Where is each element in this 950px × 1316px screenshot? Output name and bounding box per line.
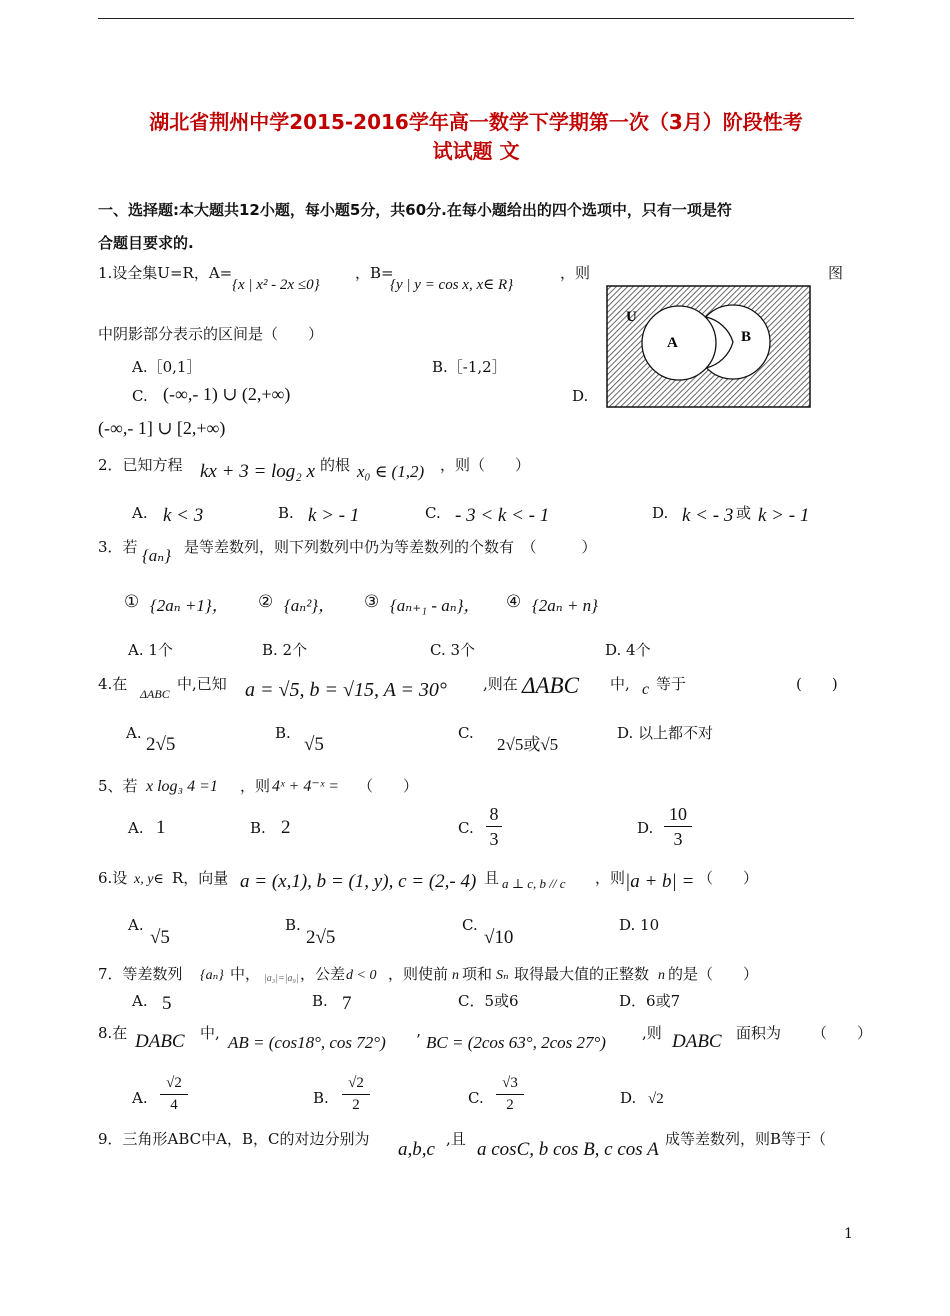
q1-option-d-label: D. (572, 387, 589, 405)
q7-stem-e: 项和 (462, 965, 493, 983)
q6-stem-d: ，则 (595, 869, 626, 887)
q7-stem-c: ，公差 (300, 965, 346, 983)
q3-stem-b: 是等差数列，则下列数列中仍为等差数列的个数有 （ ） (184, 538, 597, 556)
q5-option-b-label: B. (250, 819, 266, 837)
q5-option-d-numerator: 10 (669, 804, 687, 824)
q8-option-d-label: D. (620, 1089, 637, 1107)
section-line-1: 一、选择题:本大题共12小题，每小题5分，共60分.在每小题给出的四个选项中，只有一项是符 (98, 201, 732, 219)
q3-item-4-index: ④ (506, 592, 522, 612)
q5-option-c-fraction (486, 803, 502, 850)
q7-option-d: D．6或7 (619, 992, 681, 1010)
q2-root: x₀ ∈ (1,2) (357, 462, 425, 481)
q9-stem-a: 9．三角形ABC中A，B，C的对边分别为 (98, 1130, 370, 1148)
q7-condition-1: |a₃|=|a₉| (264, 973, 299, 984)
q2-option-b-label: B. (278, 504, 294, 522)
q6-option-d: D. 10 (619, 916, 660, 934)
q3-item-4: {2aₙ + n} (532, 596, 598, 615)
q1-set-a: {x | x² - 2x ≤0} (232, 277, 320, 293)
q6-option-c-label: C. (462, 916, 478, 934)
q2-option-d2: k > - 1 (758, 505, 810, 526)
fraction-bar (664, 826, 692, 827)
q5-option-a: 1 (156, 817, 166, 838)
q1-option-a: A.［0,1］ (132, 358, 202, 376)
q1-option-b: B.［-1,2］ (432, 358, 507, 376)
q3-item-1-index: ① (124, 592, 140, 612)
section-heading (98, 194, 854, 260)
q4-paren: ( ) (796, 675, 838, 693)
q7-stem-a: 7．等差数列 (98, 965, 183, 983)
q9-stem-b: ,且 (446, 1130, 466, 1148)
q2-option-b: k > - 1 (308, 505, 360, 526)
title-line-1: 湖北省荆州中学2015-2016学年高一数学下学期第一次（3月）阶段性考 (149, 110, 803, 134)
set-a-circle (642, 306, 716, 380)
q4-triangle-small: ΔABC (140, 687, 170, 701)
fraction-bar (496, 1094, 524, 1095)
q5-condition: x log₃ 4 =1 (146, 778, 218, 795)
q3-item-2: {aₙ²}， (284, 596, 336, 615)
q6-condition: a ⊥ c, b // c (502, 876, 566, 891)
fraction-bar (342, 1094, 370, 1095)
q4-option-c: 2√5或√5 (497, 735, 559, 754)
q7-option-b-label: B. (312, 992, 328, 1010)
q7-condition-2: d < 0 (346, 968, 377, 983)
q4-option-d: D. 以上都不对 (617, 724, 714, 742)
q8-option-c-denominator: 2 (506, 1097, 514, 1113)
q6-expression: |a + b| = (625, 871, 695, 892)
q3-sequence: {aₙ} (142, 546, 171, 565)
q6-option-c: √10 (484, 927, 514, 948)
q1-stem-c: ，则 (560, 264, 591, 282)
q1-option-d: (-∞,- 1] ∪ [2,+∞) (98, 418, 226, 438)
q8-stem-b: 中, (200, 1024, 220, 1042)
q5-option-a-label: A. (128, 819, 144, 837)
q4-option-b: √5 (304, 734, 324, 755)
q5-stem-a: 5、若 (98, 777, 138, 795)
q5-option-c-denominator: 3 (489, 829, 499, 849)
q9-stem-c: 成等差数列，则B等于（ (665, 1130, 827, 1148)
q5-stem-c: （ ） (358, 777, 419, 795)
q1-stem-b: ，B= (355, 264, 394, 282)
q9-sides: a,b,c (398, 1139, 435, 1160)
q1-stem-a: 1.设全集U=R，A= (98, 264, 233, 282)
page-number: 1 (844, 1226, 853, 1242)
q3-item-1: {2aₙ +1}， (150, 596, 229, 615)
q7-option-a: 5 (162, 993, 172, 1014)
q7-option-a-label: A. (132, 992, 148, 1010)
q4-stem-b: 中,已知 (177, 675, 227, 693)
q7-sequence: {aₙ} (200, 968, 224, 983)
q7-stem-f: 取得最大值的正整数 (514, 965, 650, 983)
q4-stem-e: 等于 (656, 675, 687, 693)
fraction-bar (486, 826, 502, 827)
q3-option-a: A. 1个 (128, 641, 173, 659)
q5-expression: 4ˣ + 4⁻ˣ = (272, 778, 340, 795)
q6-variables: x, y∈ (134, 872, 164, 887)
q7-n-1: n (452, 968, 459, 983)
q7-stem-g: 的是（ ） (668, 965, 759, 983)
q8-option-a-label: A. (132, 1089, 148, 1107)
q5-option-d-denominator: 3 (673, 829, 683, 849)
q8-vector-bc: BC = (2cos 63°, 2cos 27°) (426, 1033, 606, 1052)
q6-option-a-label: A. (128, 916, 144, 934)
q5-option-b: 2 (281, 817, 291, 838)
q7-stem-b: 中， (230, 965, 261, 983)
q8-triangle-1: DABC (135, 1031, 185, 1052)
q6-option-b-label: B. (285, 916, 301, 934)
q8-option-b-denominator: 2 (352, 1097, 360, 1113)
q4-option-a-label: A. (126, 724, 142, 742)
q8-option-b-fraction (342, 1074, 370, 1115)
q9-terms: a cosC, b cos B, c cos A (477, 1139, 659, 1160)
q8-stem-a: 8.在 (98, 1024, 128, 1042)
q6-vectors: a = (x,1), b = (1, y), c = (2,- 4) (240, 871, 477, 892)
q8-stem-c: ,则 (642, 1024, 662, 1042)
q4-stem-a: 4.在 (98, 675, 128, 693)
q3-item-2-index: ② (258, 592, 274, 612)
q3-option-d: D. 4个 (605, 641, 651, 659)
q4-option-c-label: C. (458, 724, 474, 742)
q2-option-d1: k < - 3 (682, 505, 734, 526)
q4-option-a: 2√5 (146, 734, 176, 755)
q2-stem-a: 2．已知方程 (98, 456, 183, 474)
q7-option-b: 7 (342, 993, 352, 1014)
document-title (98, 108, 854, 166)
q8-triangle-2: DABC (672, 1031, 722, 1052)
q8-option-a-denominator: 4 (170, 1097, 178, 1113)
label-u: U (626, 309, 637, 325)
q3-option-c: C. 3个 (430, 641, 476, 659)
q8-option-b-numerator: √2 (348, 1075, 364, 1091)
q4-stem-d: 中, (610, 675, 630, 693)
q6-stem-a: 6.设 (98, 869, 128, 887)
q1-set-b: {y | y = cos x, x∈ R} (390, 277, 514, 293)
fraction-bar (160, 1094, 188, 1095)
q6-stem-b: R，向量 (172, 869, 229, 887)
q2-option-a-label: A. (132, 504, 148, 522)
q3-item-3: {aₙ₊₁ - aₙ}， (390, 596, 481, 615)
q8-paren: （ ） (812, 1024, 873, 1042)
q8-option-b-label: B. (313, 1089, 329, 1107)
q4-variable-c: c (642, 681, 650, 698)
q8-option-a-numerator: √2 (166, 1075, 182, 1091)
q1-option-c-label: C. (132, 387, 148, 405)
title-line-2: 试试题 文 (432, 139, 520, 163)
q6-stem-e: （ ） (698, 869, 759, 887)
q1-stem-e: 中阴影部分表示的区间是（ ） (98, 325, 324, 343)
q1-stem-d: 图 (828, 264, 844, 282)
q2-stem-c: ，则（ ） (440, 456, 531, 474)
q5-option-c-numerator: 8 (489, 804, 499, 824)
q6-stem-c: 且 (484, 869, 500, 887)
q5-option-d-label: D. (637, 819, 654, 837)
q4-option-b-label: B. (275, 724, 291, 742)
section-line-2: 合题目要求的. (98, 234, 194, 252)
q8-option-a-fraction (160, 1074, 188, 1115)
q6-option-a: √5 (150, 927, 170, 948)
header-rule (98, 18, 854, 19)
q3-stem-a: 3．若 (98, 538, 138, 556)
q2-option-c-label: C. (425, 504, 441, 522)
q6-option-b: 2√5 (306, 927, 336, 948)
q2-option-d-or: 或 (736, 504, 752, 522)
q7-option-c: C．5或6 (458, 992, 519, 1010)
q5-option-d-fraction (664, 803, 692, 850)
q2-option-c: - 3 < k < - 1 (455, 505, 550, 526)
q8-vector-ab: AB = (cos18°, cos 72°) (228, 1033, 386, 1052)
q3-item-3-index: ③ (364, 592, 380, 612)
q7-n-2: n (658, 968, 665, 983)
q7-stem-d: ，则使前 (388, 965, 449, 983)
q7-sum: Sₙ (496, 968, 509, 983)
q8-stem-d: 面积为 (736, 1024, 782, 1042)
q2-stem-b: 的根 (320, 456, 351, 474)
q8-option-c-label: C. (468, 1089, 484, 1107)
q4-conditions: a = √5, b = √15, A = 30° (245, 679, 447, 701)
venn-diagram (606, 285, 812, 409)
q4-triangle-big: ΔABC (522, 673, 579, 698)
q5-stem-b: ，则 (240, 777, 271, 795)
q8-option-c-fraction (496, 1074, 524, 1115)
q8-option-d: √2 (648, 1091, 664, 1107)
q2-option-a: k < 3 (163, 505, 204, 526)
q1-option-c: (-∞,- 1) ∪ (2,+∞) (163, 384, 291, 404)
label-b: B (741, 329, 752, 345)
q8-separator: ’ (416, 1031, 421, 1049)
q2-equation: kx + 3 = log₂ x (200, 461, 316, 482)
q5-option-c-label: C. (458, 819, 474, 837)
q4-stem-c: ,则在 (483, 675, 518, 693)
q2-option-d-label: D. (652, 504, 669, 522)
q8-option-c-numerator: √3 (502, 1075, 518, 1091)
label-a: A (667, 335, 678, 351)
q3-option-b: B. 2个 (262, 641, 308, 659)
